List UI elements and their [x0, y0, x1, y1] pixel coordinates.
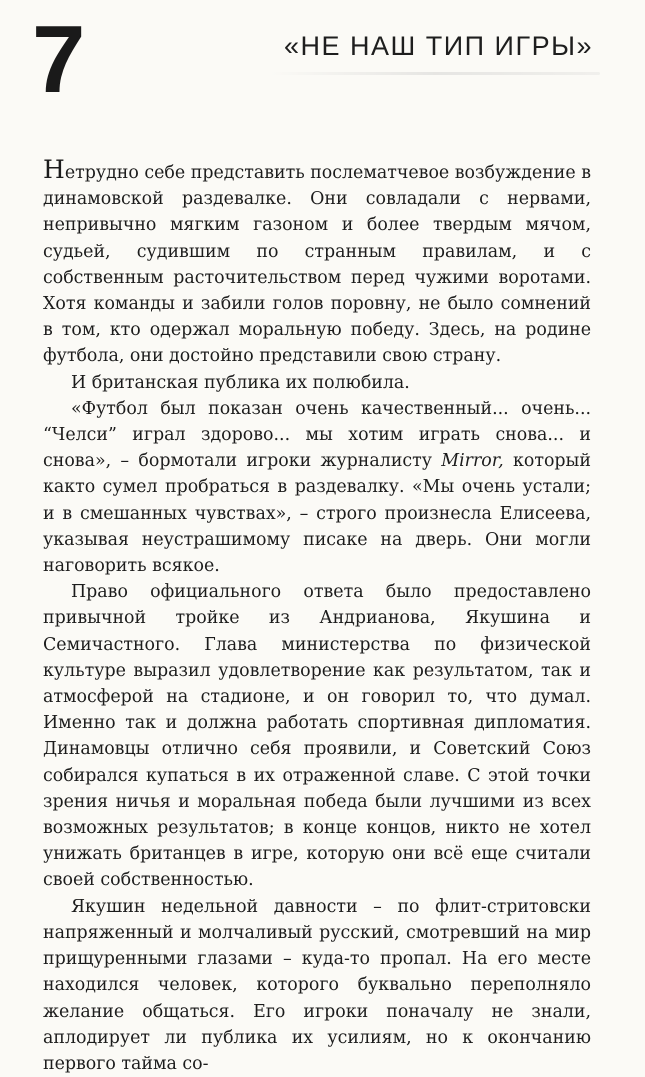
paragraph-2: И британская публика их полюбила.	[71, 372, 410, 393]
show-through-line	[270, 72, 600, 75]
body-text	[43, 155, 591, 1077]
paragraph-3-text-start: «Футбол был показан очень качественный... очень... “Челси” играл здорово... мы хотим играть снова... и снова», – бормотали игроки журналисту	[43, 398, 591, 472]
paragraph-1-text: етрудно себе представить послематчевое возбуждение в динамовской раздевалке. Они совладали с нервами, непривычно мягким газоном и более твердым мячом, судьей, судившим по странным правилам, и с собственным расточительством перед чужими воротами. Хотя команды и забили голов поровну, не было сомнений в том, кто одержал моральную победу. Здесь, на родине футбола, они достойно представили свою страну.	[43, 163, 591, 367]
paragraph-5: Якушин недельной давности – по флит-стритовски напряженный и молчаливый русский, смотревший на мир прищуренными глазами – куда-то пропал. На его месте находился человек, которого буквально переполняло желание общаться. Его игроки поначалу не знали, аплодирует ли публика их усилиям, но к окончанию первого тайма со-	[43, 896, 591, 1074]
paragraph-3-text-end: который както сумел пробраться в раздевалку. «Мы очень устали; и в смешанных чувствах», – строго произнесла Елисеева, указывая неустрашимому писаке на дверь. Они могли наговорить всякое.	[43, 451, 591, 577]
initial-letter: Н	[43, 155, 65, 184]
paragraph-1	[43, 155, 591, 370]
chapter-number: 7	[32, 6, 84, 113]
chapter-title: «НЕ НАШ ТИП ИГРЫ»	[283, 31, 593, 61]
paragraph-3	[43, 396, 591, 579]
newspaper-name: Mirror,	[441, 451, 504, 472]
paragraph-4: Право официального ответа было предоставлено привычной тройке из Андрианова, Якушина и Семичастного. Глава министерства по физической культуре выразил удовлетворение как результатом, так и атмосферой на стадионе, и он говорил то, что думал. Именно так и должна работать спортивная дипломатия. Динамовцы отлично себя проявили, и Советский Союз собирался купаться в их отраженной славе. С этой точки зрения ничья и моральная победа были лучшими из всех возможных результатов; в конце концов, никто не хотел унижать британцев в игре, которую они всё еще считали своей собственностью.	[43, 582, 591, 891]
